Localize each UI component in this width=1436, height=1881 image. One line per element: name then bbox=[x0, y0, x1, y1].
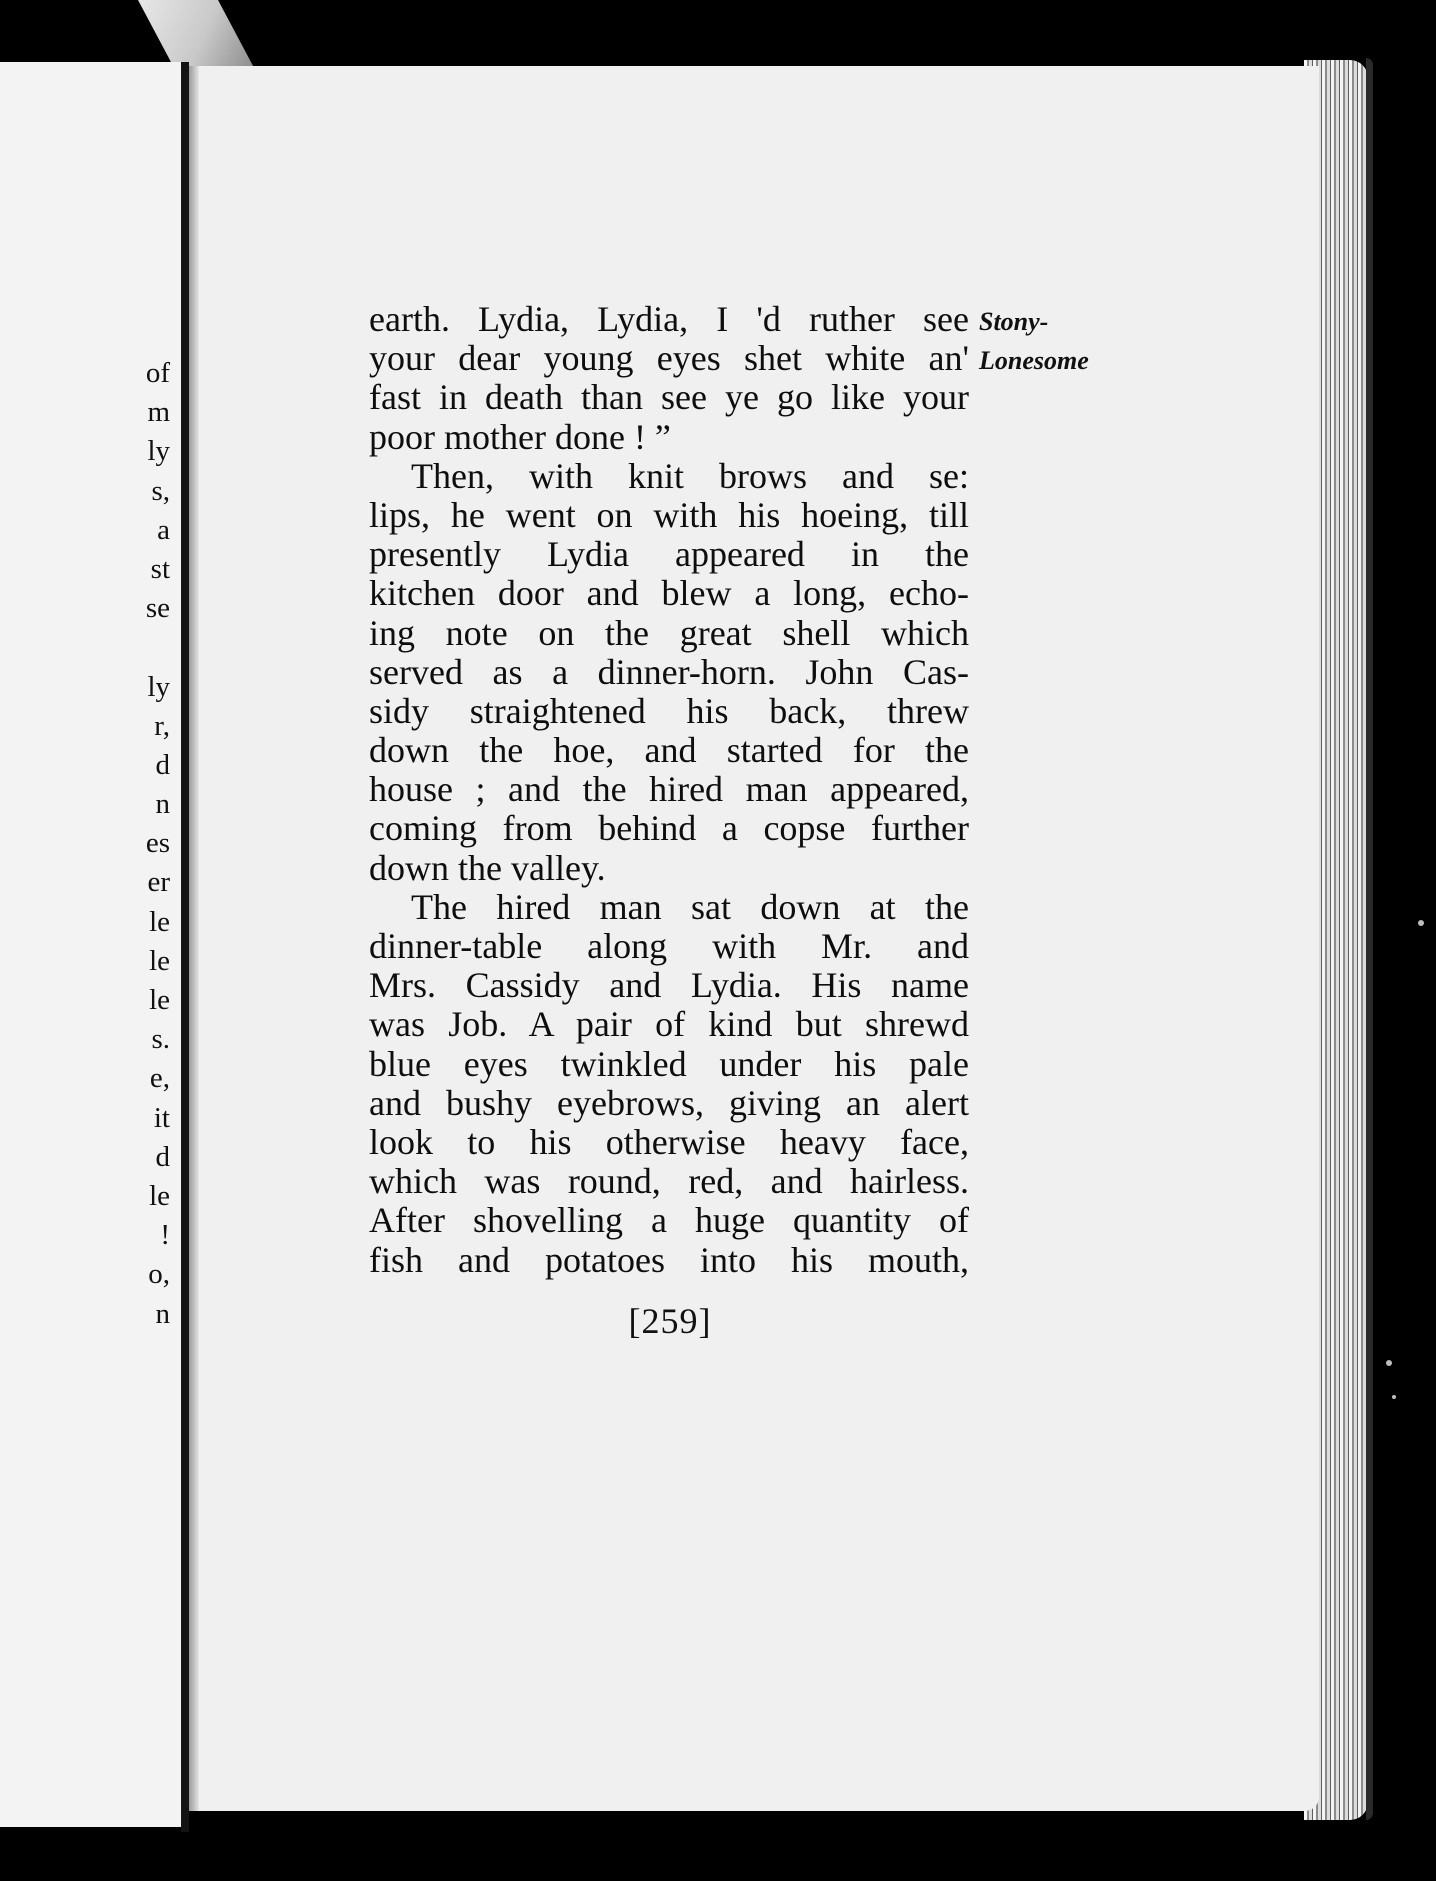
text-line: which was round, red, and hairless. bbox=[369, 1161, 969, 1202]
facing-line: d bbox=[155, 1140, 170, 1173]
running-sidenote bbox=[979, 302, 1089, 380]
scan-speck bbox=[1418, 920, 1424, 926]
facing-line: se bbox=[145, 592, 170, 625]
text-line: served as a dinner-horn. John Cas- bbox=[369, 651, 969, 692]
facing-line: ! bbox=[160, 1219, 170, 1252]
facing-line: of bbox=[145, 357, 170, 389]
text-line: and bushy eyebrows, giving an alert bbox=[369, 1082, 969, 1123]
text-line: coming from behind a copse further bbox=[369, 808, 969, 849]
facing-page-text bbox=[110, 354, 184, 1334]
facing-line: a bbox=[157, 513, 170, 546]
facing-line: es bbox=[145, 827, 170, 860]
facing-line: e, bbox=[149, 1062, 170, 1095]
facing-page bbox=[0, 62, 184, 1827]
facing-line: o, bbox=[148, 1258, 170, 1291]
sidenote-line: Lonesome bbox=[979, 346, 1089, 375]
facing-line: n bbox=[155, 788, 170, 821]
facing-line: r, bbox=[154, 709, 170, 742]
text-line: blue eyes twinkled under his pale bbox=[369, 1043, 969, 1084]
text-line: fish and potatoes into his mouth, bbox=[369, 1239, 969, 1280]
text-line: After shovelling a huge quantity of bbox=[369, 1200, 969, 1241]
page-number: [259] bbox=[628, 1301, 712, 1341]
facing-line bbox=[110, 628, 170, 667]
text-line: sidy straightened his back, threw bbox=[369, 690, 969, 731]
text-line: Mrs. Cassidy and Lydia. His name bbox=[369, 965, 969, 1006]
paragraph-start-line: Then, with knit brows and se: bbox=[411, 455, 969, 496]
facing-line: s, bbox=[151, 474, 170, 507]
text-line: down the valley. bbox=[369, 847, 606, 888]
scan-speck bbox=[1392, 1395, 1396, 1399]
body-text bbox=[369, 300, 969, 1280]
text-line: kitchen door and blew a long, echo- bbox=[369, 573, 969, 614]
text-line: presently Lydia appeared in the bbox=[369, 534, 969, 575]
text-line: lips, he went on with his hoeing, till bbox=[369, 494, 969, 535]
text-line: look to his otherwise heavy face, bbox=[369, 1121, 969, 1162]
sidenote-line: Stony- bbox=[979, 307, 1049, 336]
paragraph-start-line: The hired man sat down at the bbox=[411, 886, 969, 927]
text-line: down the hoe, and started for the bbox=[369, 730, 969, 771]
facing-line: m bbox=[147, 396, 170, 429]
facing-line: it bbox=[153, 1101, 170, 1134]
text-line: was Job. A pair of kind but shrewd bbox=[369, 1004, 969, 1045]
gutter-shadow bbox=[189, 66, 199, 1811]
facing-line: d bbox=[155, 748, 170, 781]
facing-line: st bbox=[150, 552, 170, 585]
facing-line: ly bbox=[147, 435, 170, 468]
facing-line: s. bbox=[151, 1023, 170, 1056]
facing-line: le bbox=[149, 905, 170, 938]
facing-line: le bbox=[149, 944, 170, 977]
facing-line: n bbox=[155, 1297, 170, 1330]
book-gutter bbox=[181, 62, 189, 1832]
book-cover-edge bbox=[1366, 58, 1373, 1820]
facing-line: le bbox=[149, 984, 170, 1016]
text-line: poor mother done ! ” bbox=[369, 416, 671, 457]
text-line: fast in death than see ye go like your bbox=[369, 377, 969, 418]
scan-speck bbox=[1386, 1360, 1392, 1366]
text-line: your dear young eyes shet white an' bbox=[369, 338, 969, 379]
text-line: dinner-table along with Mr. and bbox=[369, 926, 969, 966]
facing-line: ly bbox=[147, 670, 170, 703]
facing-line: er bbox=[147, 866, 170, 899]
text-line: ing note on the great shell which bbox=[369, 612, 969, 653]
paper-scrap bbox=[138, 0, 255, 70]
text-line: earth. Lydia, Lydia, I 'd ruther see bbox=[369, 299, 969, 339]
text-line: house ; and the hired man appeared, bbox=[369, 769, 969, 810]
facing-line: le bbox=[149, 1179, 170, 1212]
